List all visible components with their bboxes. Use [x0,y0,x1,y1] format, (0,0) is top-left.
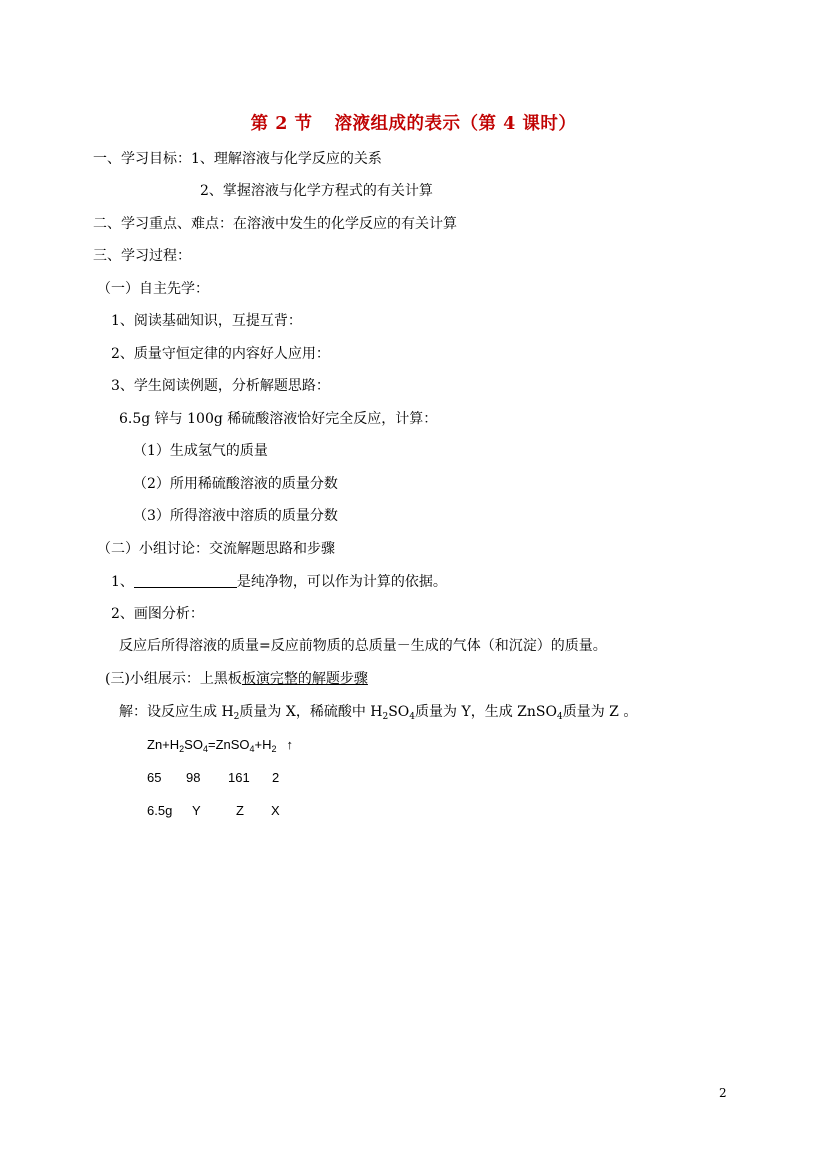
discussion-heading: （二）小组讨论：交流解题思路和步骤 [97,541,335,557]
title-section: 第 2 节 [250,114,313,134]
page-title [0,110,827,135]
gas-arrow-icon: ↑ [286,737,294,752]
eq-part: +H [254,737,272,752]
ratio-value: 161 [228,770,250,785]
subscript: 2 [271,744,277,754]
ratio-value: 2 [272,770,280,785]
subscript: 4 [249,744,255,754]
title-topic: 溶液组成的表示（第 4 课时） [334,114,577,134]
molar-ratio-row [147,769,279,787]
subscript: 2 [233,712,240,722]
subscript: 2 [179,744,185,754]
example-problem: 6.5g 锌与 100g 稀硫酸溶液恰好完全反应，计算： [119,411,438,427]
eq-part: Zn+H [147,737,180,752]
known-value: X [271,803,280,818]
fill-in-blank [134,573,237,588]
key-points: 二、学习重点、难点：在溶液中发生的化学反应的有关计算 [93,216,457,232]
solution-text-e: 质量为 Z 。 [562,704,638,720]
display-heading [105,670,368,688]
discussion-item-1-suffix: 是纯净物，可以作为计算的依据。 [236,574,447,590]
learning-goals-line1: 一、学习目标：1、理解溶液与化学反应的关系 [93,151,382,167]
solution-text-b: 质量为 X，稀硫酸中 H [239,704,383,720]
subscript: 2 [382,712,389,722]
solution-setup [119,703,637,721]
known-value: Z [236,803,244,818]
learning-process-heading: 三、学习过程： [93,248,191,264]
eq-part: SO [184,737,203,752]
self-study-item-1: 1、阅读基础知识，互提互背： [111,313,302,329]
solution-text-c: SO [388,704,410,720]
discussion-item-2: 2、画图分析： [111,606,204,622]
eq-part: =ZnSO [207,737,250,752]
solution-text-a: 解：设反应生成 H [119,704,234,720]
subscript: 4 [557,712,563,722]
subscript: 4 [409,712,416,722]
self-study-heading: （一）自主先学： [97,281,209,297]
chemical-equation [147,736,293,754]
self-study-item-3: 3、学生阅读例题，分析解题思路： [111,378,330,394]
known-values-row [147,802,280,820]
discussion-item-1-prefix: 1、 [111,574,134,590]
question-1: （1）生成氢气的质量 [133,443,268,459]
learning-goals-line2: 2、掌握溶液与化学方程式的有关计算 [200,183,433,199]
discussion-item-1 [111,573,447,591]
page-number: 2 [719,1086,727,1100]
known-value: 6.5g [147,803,173,818]
mass-formula: 反应后所得溶液的质量=反应前物质的总质量－生成的气体（和沉淀）的质量。 [119,638,607,654]
ratio-value: 98 [186,770,201,785]
display-heading-text: (三)小组展示：上黑板 [105,671,242,687]
solution-text-d: 质量为 Y，生成 ZnSO [415,704,557,720]
question-2: （2）所用稀硫酸溶液的质量分数 [133,476,338,492]
display-heading-underlined: 板演完整的解题步骤 [241,671,368,687]
ratio-value: 65 [147,770,162,785]
question-3: （3）所得溶液中溶质的质量分数 [133,508,338,524]
self-study-item-2: 2、质量守恒定律的内容好人应用： [111,346,330,362]
known-value: Y [192,803,201,818]
subscript: 4 [202,744,208,754]
